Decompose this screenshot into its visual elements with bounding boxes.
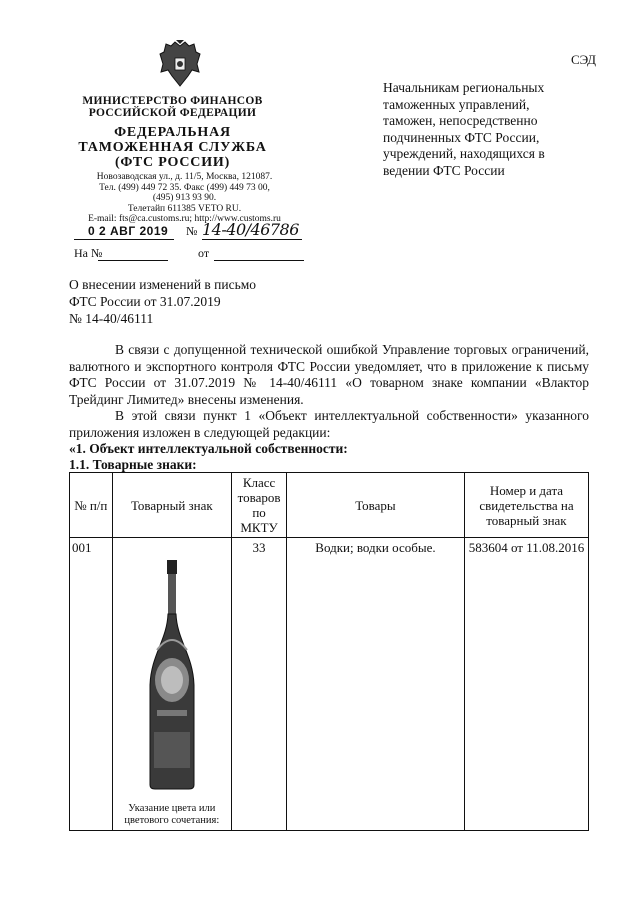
service-name bbox=[60, 125, 285, 170]
body-paragraph-1: В связи с допущенной технической ошибкой Управление торговых ограничений, валютного и экспортного контроля ФТС России уведомляет, что в приложение к письму ФТС России от 31.07.2019 № 14-40/46111 «О товарном знаке компании «Влактор Трейдинг Лимитед» внесены изменения. bbox=[69, 342, 589, 407]
mark-color-note: Указание цвета или цветового сочетания: bbox=[124, 803, 220, 826]
header-num: № п/п bbox=[70, 473, 113, 538]
header-goods: Товары bbox=[286, 473, 464, 538]
fax-line: (495) 913 93 90. bbox=[152, 193, 217, 203]
header-cert: Номер и дата свидетельства на товарный знак bbox=[464, 473, 588, 538]
row-mark bbox=[112, 538, 232, 831]
row-goods: Водки; водки особые. bbox=[286, 538, 464, 831]
phone-line: Тел. (499) 449 72 35. Факс (499) 449 73 00, bbox=[99, 182, 270, 193]
letter-subject bbox=[69, 276, 329, 327]
subject-line1: О внесении изменений в письмо bbox=[69, 277, 257, 292]
ministry-line1: МИНИСТЕРСТВО ФИНАНСОВ bbox=[82, 95, 263, 107]
row-class: 33 bbox=[232, 538, 287, 831]
bottle-trademark-image bbox=[147, 560, 197, 790]
header-mark: Товарный знак bbox=[112, 473, 232, 538]
teletype-line: Телетайп 611385 VETO RU. bbox=[127, 203, 242, 214]
registration-date: 0 2 АВГ 2019 bbox=[88, 224, 169, 238]
trademark-table bbox=[69, 472, 589, 831]
reference-row bbox=[74, 246, 210, 261]
email-line: E-mail: fts@ca.customs.ru; http://www.customs.ru bbox=[88, 214, 281, 224]
subject-line2: ФТС России от 31.07.2019 bbox=[69, 294, 221, 309]
ministry-name bbox=[60, 95, 285, 119]
registration-number: 14-40/46786 bbox=[202, 220, 299, 239]
reference-label: На № bbox=[74, 246, 103, 260]
table-row bbox=[70, 538, 589, 831]
row-cert: 583604 от 11.08.2016 bbox=[464, 538, 588, 831]
reference-from-label: от bbox=[198, 246, 210, 260]
subsection-heading: 1.1. Товарные знаки: bbox=[69, 457, 197, 472]
number-underline bbox=[202, 239, 302, 240]
number-label: № bbox=[186, 224, 198, 238]
header-class: Класс товаров по МКТУ bbox=[232, 473, 287, 538]
document-marker: СЭД bbox=[571, 52, 597, 67]
service-line2: ТАМОЖЕННАЯ СЛУЖБА bbox=[78, 140, 267, 155]
table-header-row bbox=[70, 473, 589, 538]
section-heading: «1. Объект интеллектуальной собственности: bbox=[69, 441, 348, 456]
letterhead-contacts bbox=[72, 172, 297, 225]
address-line: Новозаводская ул., д. 11/5, Москва, 121087. bbox=[96, 172, 273, 182]
coat-of-arms-icon bbox=[158, 40, 202, 90]
reference-underline bbox=[98, 260, 168, 261]
ministry-line2: РОССИЙСКОЙ ФЕДЕРАЦИИ bbox=[88, 107, 257, 119]
date-underline bbox=[74, 239, 174, 240]
service-line1: ФЕДЕРАЛЬНАЯ bbox=[114, 125, 231, 140]
reference-from-underline bbox=[214, 260, 304, 261]
addressee-block: Начальникам региональных таможенных управлений, таможен, непосредственно подчиненных ФТС России, учреждений, находящихся в ведении ФТС России bbox=[383, 80, 545, 178]
body-paragraph-2: В этой связи пункт 1 «Объект интеллектуальной собственности» указанного приложения изложен в следующей редакции: bbox=[69, 408, 589, 440]
service-line3: (ФТС РОССИИ) bbox=[114, 155, 231, 170]
row-num: 001 bbox=[70, 538, 113, 831]
subject-line3: № 14-40/46111 bbox=[69, 311, 154, 326]
letter-body bbox=[69, 342, 589, 441]
